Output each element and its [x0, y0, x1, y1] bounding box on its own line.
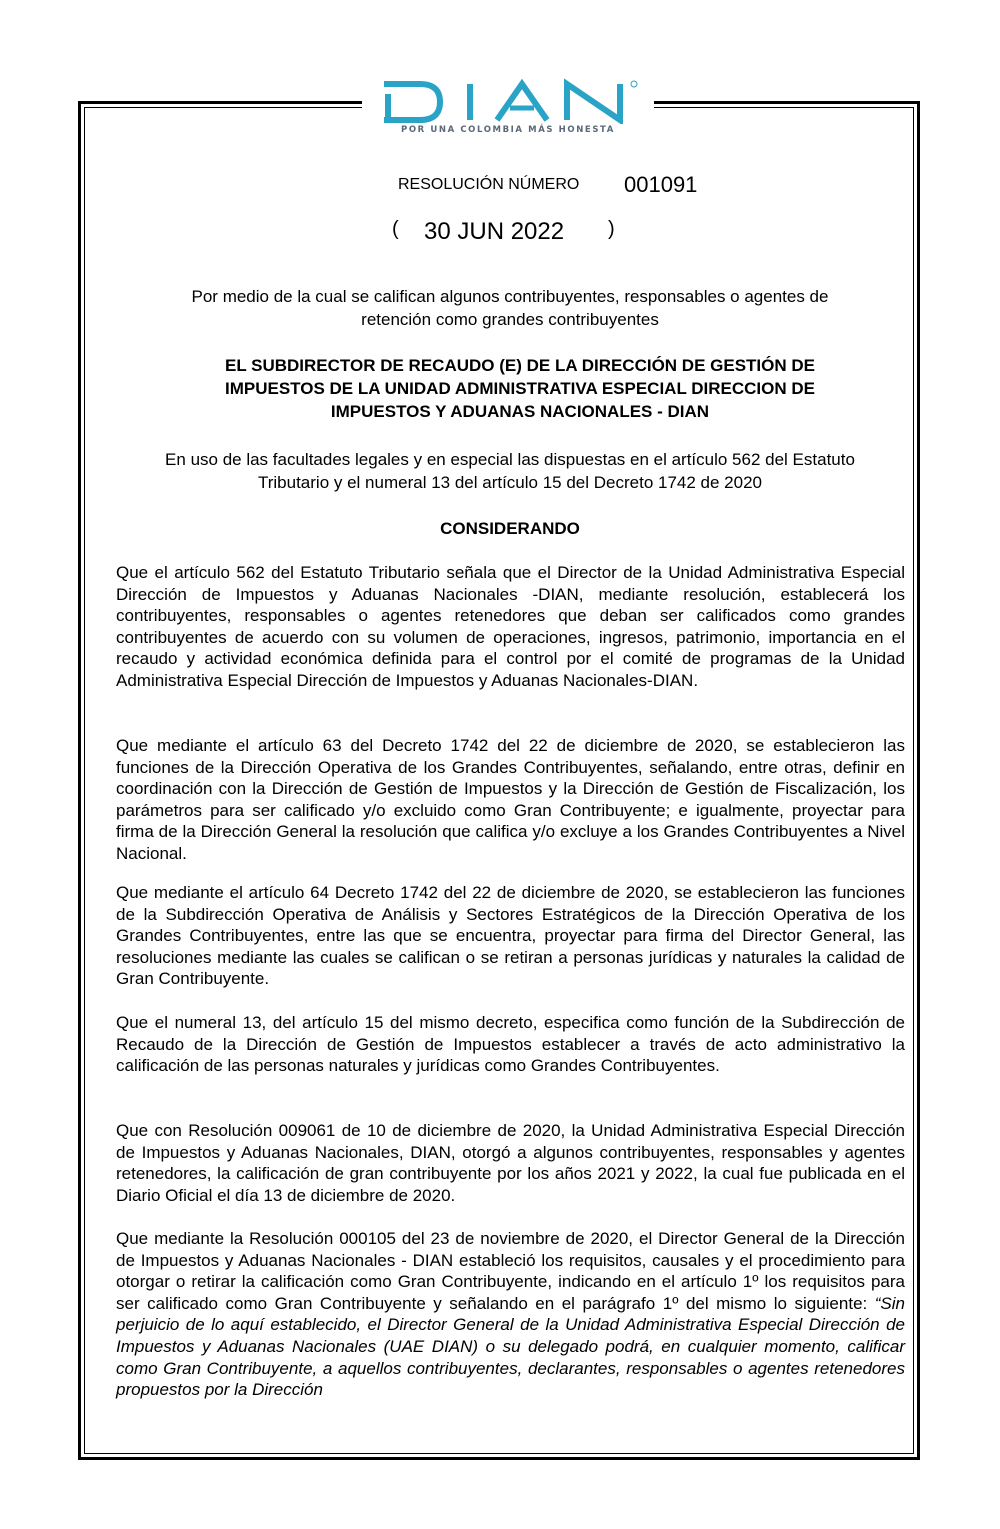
considerando-paragraph-4: Que el numeral 13, del artículo 15 del mismo decreto, especifica como función de la Subdirección de Recaudo de la Dirección de Gestión de Impuestos establecer a través de acto administrativo la calificación de las personas naturales y jurídicas como Grandes Contribuyentes. [116, 1013, 905, 1076]
paragraph-6-text: Que mediante la Resolución 000105 del 23 de noviembre de 2020, el Director General de la Dirección de Impuestos y Aduanas Nacionales - DIAN estableció los requisitos, causales y el procedimiento para otorgar o retirar la calificación como Gran Contribuyente, indicando en el artículo 1º los requisitos para ser calificado como Gran Contribuyente y señalando en el parágrafo 1º del mismo lo siguiente: [116, 1229, 905, 1313]
considerando-paragraph-6 [116, 1228, 905, 1401]
considerando-paragraph-3: Que mediante el artículo 64 Decreto 1742 del 22 de diciembre de 2020, se establecieron las funciones de la Subdirección Operativa de Análisis y Sectores Estratégicos de la Dirección Operativa de los Grandes Contribuyentes, entre las que se encuentra, proyectar para firma del Director General, las resoluciones mediante las cuales se califican o se retiran a personas jurídicas y naturales la calidad de Gran Contribuyente. [116, 883, 905, 989]
resolution-number: 001091 [624, 172, 698, 197]
issuing-authority: EL SUBDIRECTOR DE RECAUDO (E) DE LA DIRECCIÓN DE GESTIÓN DE IMPUESTOS DE LA UNIDAD ADMINISTRATIVA ESPECIAL DIRECCION DE IMPUESTOS Y ADUANAS NACIONALES - DIAN [224, 356, 815, 421]
legal-faculties: En uso de las facultades legales y en especial las dispuestas en el artículo 562 del Estatuto Tributario y el numeral 13 del artículo 15 del Decreto 1742 de 2020 [165, 450, 855, 492]
considerando-paragraph-5: Que con Resolución 009061 de 10 de diciembre de 2020, la Unidad Administrativa Especial Dirección de Impuestos y Aduanas Nacionales, DIAN, otorgó a algunos contribuyentes, responsables y agentes retenedores, la calificación de gran contribuyente por los años 2021 y 2022, la cual fue publicada en el Diario Oficial el día 13 de diciembre de 2020. [116, 1121, 905, 1205]
resolution-subject: Por medio de la cual se califican algunos contribuyentes, responsables o agentes de retención como grandes contribuyentes [191, 287, 829, 329]
dian-wordmark-graphic [362, 78, 654, 124]
date-paren-close: ) [608, 218, 615, 240]
considerando-heading: CONSIDERANDO [440, 519, 580, 538]
logo-tagline: POR UNA COLOMBIA MÁS HONESTA [401, 125, 615, 135]
date-paren-open: ( [392, 218, 399, 240]
considerando-paragraph-2: Que mediante el artículo 63 del Decreto 1742 del 22 de diciembre de 2020, se establecieron las funciones de la Dirección Operativa de los Grandes Contribuyentes, señalando, entre otras, definir en coordinación con la Dirección de Gestión de Impuestos y la Dirección de Gestión de Fiscalización, los parámetros para ser calificado y/o excluido como Gran Contribuyente; e igualmente, proyectar para firma de la Dirección General la resolución que califica y/o excluye a los Grandes Contribuyentes a Nivel Nacional. [116, 736, 905, 863]
dian-logo [362, 78, 654, 142]
resolution-date: 30 JUN 2022 [424, 218, 565, 245]
paragraph-6-quote: “Sin perjuicio de lo aquí establecido, el Director General de la Unidad Administrativa Especial Dirección de Impuestos y Aduanas Nacionales (UAE DIAN) o su delegado podrá, en cualquier momento, calificar como Gran Contribuyente, a aquellos contribuyentes, declarantes, responsables o agentes retenedores propuestos por la Dirección [116, 1293, 905, 1400]
resolution-label: RESOLUCIÓN NÚMERO [398, 176, 580, 193]
considerando-paragraph-1: Que el artículo 562 del Estatuto Tributario señala que el Director de la Unidad Administrativa Especial Dirección de Impuestos y Aduanas Nacionales -DIAN, mediante resolución, establecerá los contribuyentes, responsables o agentes retenedores que deban ser calificados como grandes contribuyentes de acuerdo con su volumen de operaciones, ingresos, patrimonio, importancia en el recaudo y actividad económica definida para el control por el comité de programas de la Unidad Administrativa Especial Dirección de Impuestos y Aduanas Nacionales-DIAN. [116, 563, 905, 690]
